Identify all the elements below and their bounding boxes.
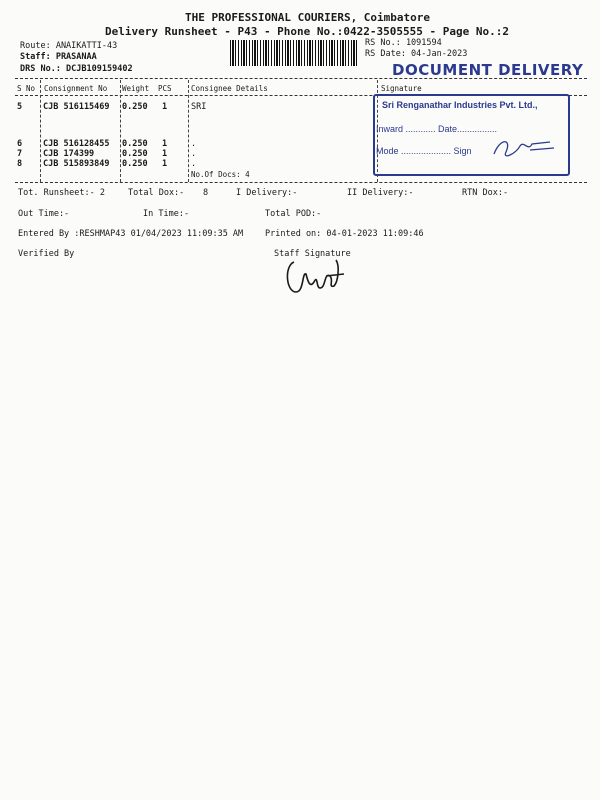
stamp-mode: Mode .................... Sign [376, 146, 472, 156]
no-of-docs: No.Of Docs: 4 [191, 170, 250, 179]
stamp-heading: DOCUMENT DELIVERY [392, 61, 584, 79]
tot-runsheet: Tot. Runsheet:- 2 [18, 188, 105, 198]
table-row-weight: 0.250 [122, 149, 148, 159]
table-row-sno: 6 [17, 139, 23, 149]
rs-number: RS No.: 1091594 [365, 38, 442, 48]
col-sno: S No [17, 84, 36, 93]
col-consignment: Consignment No [44, 84, 108, 93]
table-row-sno: 8 [17, 159, 23, 169]
company-title: THE PROFESSIONAL COURIERS, Coimbatore [185, 11, 431, 24]
verified-by: Verified By [18, 249, 75, 259]
table-row-pcs: 1 [162, 102, 168, 112]
col-sep [40, 80, 41, 182]
ii-delivery: II Delivery:- [347, 188, 414, 198]
route: Route: ANAIKATTI-43 [20, 41, 118, 51]
runsheet-subtitle: Delivery Runsheet - P43 - Phone No.:0422-3505555 - Page No.:2 [105, 25, 509, 38]
table-row-details: SRI [191, 102, 207, 112]
table-row-details: . [191, 159, 197, 169]
rs-date: RS Date: 04-Jan-2023 [365, 49, 468, 59]
total-dox-label: Total Dox:- [128, 188, 185, 198]
table-row-consignment: CJB 516128455 [43, 139, 110, 149]
table-row-pcs: 1 [162, 159, 168, 169]
table-row-pcs: 1 [162, 149, 168, 159]
table-row-consignment: CJB 174399 [43, 149, 95, 159]
stamp-inward: Inward ............ Date................ [376, 124, 498, 134]
table-row-sno: 7 [17, 149, 23, 159]
table-row-consignment: CJB 516115469 [43, 102, 110, 112]
table-top-rule [15, 78, 587, 79]
table-row-consignment: CJB 515893849 [43, 159, 110, 169]
table-row-sno: 5 [17, 102, 23, 112]
staff-signature-image [280, 252, 350, 300]
stamp-company: Sri Renganathar Industries Pvt. Ltd., [382, 100, 538, 110]
table-row-weight: 0.250 [122, 139, 148, 149]
total-pod: Total POD:- [265, 209, 322, 219]
col-weight: Weight [122, 84, 150, 93]
table-row-pcs: 1 [162, 139, 168, 149]
table-bottom-rule [15, 182, 587, 183]
col-pcs: PCS [158, 84, 172, 93]
stamp-signature-scribble [490, 134, 560, 162]
staff-signature-label: Staff Signature [274, 249, 351, 259]
in-time: In Time:- [143, 209, 190, 219]
table-row-weight: 0.250 [122, 159, 148, 169]
i-delivery: I Delivery:- [236, 188, 298, 198]
col-sep [188, 80, 189, 182]
table-row-weight: 0.250 [122, 102, 148, 112]
entered-by: Entered By :RESHMAP43 01/04/2023 11:09:35 AM [18, 229, 244, 239]
col-consignee: Consignee Details [191, 84, 268, 93]
staff: Staff: PRASANAA [20, 52, 97, 62]
printed-on: Printed on: 04-01-2023 11:09:46 [265, 229, 424, 239]
barcode [230, 40, 358, 66]
col-signature: Signature [381, 84, 422, 93]
rtn-dox: RTN Dox:- [462, 188, 509, 198]
col-sep [120, 80, 121, 182]
total-dox-value: 8 [203, 188, 209, 198]
table-row-details: . [191, 139, 197, 149]
table-row-details: . [191, 149, 197, 159]
out-time: Out Time:- [18, 209, 70, 219]
drs-number: DRS No.: DCJB109159402 [20, 64, 133, 74]
